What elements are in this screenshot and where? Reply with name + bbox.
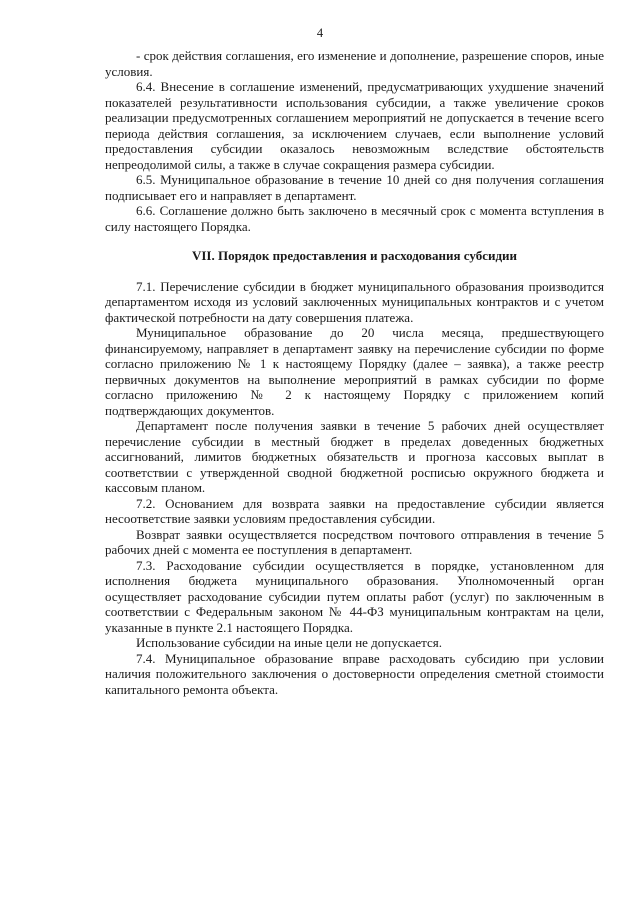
paragraph-other-use-prohibited: Использование субсидии на иные цели не допускается. — [136, 635, 443, 650]
paragraph-6-5: 6.5. Муниципальное образование в течение 10 дней со дня получения соглашения подписывает его и направляет в департамент. — [105, 172, 604, 203]
document-body — [105, 48, 604, 697]
paragraph-7-4: 7.4. Муниципальное образование вправе расходовать субсидию при условии наличия положительного заключения о достоверности определения сметной стоимости капитального ремонта объекта. — [105, 650, 604, 697]
paragraph-7-3: 7.3. Расходование субсидии осуществляется в порядке, установленном для исполнения бюджета муниципального образования. Уполномоченный орган осуществляет расходование субсидии путем оплаты работ (услуг) по заключенным в соответствии с Федеральным законом № 44-ФЗ муниципальным контрактам на цели, указанные в пункте 2.1 настоящего Порядка. — [105, 557, 604, 635]
paragraph-application-return: Возврат заявки осуществляется посредством почтового отправления в течение 5 рабочих дней с момента ее поступления в департамент. — [105, 526, 604, 557]
page-number: 4 — [316, 26, 324, 40]
paragraph-6-4: 6.4. Внесение в соглашение изменений, предусматривающих ухудшение значений показателей результативности использования субсидии, а также увеличение сроков реализации предусмотренных соглашением мероприятий не допускается в течение всего периода действия соглашения, за исключением случаев, если выполнение условий предоставления субсидии оказалось невозможным вследствие обстоятельств непреодолимой силы, а также в случае сокращения размера субсидии. — [105, 79, 604, 172]
section-heading: VII. Порядок предоставления и расходования субсидии — [191, 248, 518, 263]
paragraph-term-conditions: - срок действия соглашения, его изменение и дополнение, разрешение споров, иные условия. — [105, 48, 604, 79]
paragraph-6-6: 6.6. Соглашение должно быть заключено в месячный срок с момента вступления в силу настоящего Порядка. — [105, 203, 604, 234]
paragraph-7-2: 7.2. Основанием для возврата заявки на предоставление субсидии является несоответствие заявки условиям предоставления субсидии. — [105, 495, 604, 526]
paragraph-7-1: 7.1. Перечисление субсидии в бюджет муниципального образования производится департаментом исходя из условий заключенных муниципальных контрактов и с учетом фактической потребности на дату совершения платежа. — [105, 278, 604, 325]
paragraph-department-transfer: Департамент после получения заявки в течение 5 рабочих дней осуществляет перечисление субсидии в местный бюджет в пределах доведенных бюджетных ассигнований, лимитов бюджетных обязательств и прогноза кассовых выплат в соответствии с утвержденной сводной бюджетной росписью окружного бюджета и кассовым планом. — [105, 418, 604, 495]
paragraph-application-submission: Муниципальное образование до 20 числа месяца, предшествующего финансируемому, направляет в департамент заявку на перечисление субсидии по форме согласно приложению № 1 к настоящему Порядку (далее – заявка), а также реестр первичных документов на выполнение мероприятий в рамках субсидии по форме согласно приложению № 2 к настоящему Порядку с приложением копий подтверждающих документов. — [105, 325, 604, 418]
